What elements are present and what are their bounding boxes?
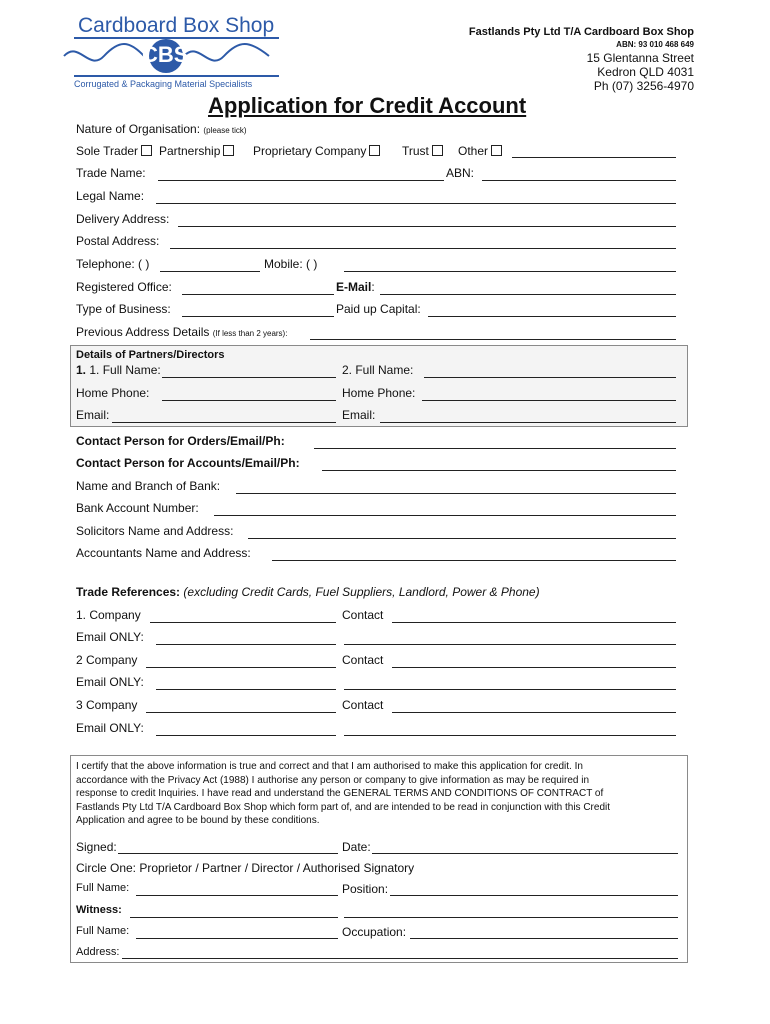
company-name: Fastlands Pty Ltd T/A Cardboard Box Shop <box>468 26 694 38</box>
date-label: Date: <box>342 840 371 854</box>
email-label: E-Mail: <box>336 280 375 294</box>
option-sole-trader-label: Sole Trader <box>76 144 139 158</box>
declaration-line: Application and agree to be bound by these conditions. <box>76 815 320 826</box>
telephone-label: Telephone: ( ) <box>76 257 150 271</box>
ref-2-company-field[interactable] <box>146 667 336 668</box>
partner-2-name-label <box>342 363 413 377</box>
company-abn: ABN: 93 010 468 649 <box>616 40 694 49</box>
previous-address-field[interactable] <box>310 339 676 340</box>
ref-1-email-field[interactable] <box>156 644 336 645</box>
ref-3-company-label: 3 Company <box>76 698 138 712</box>
position-label: Position: <box>342 882 389 896</box>
page-title: Application for Credit Account <box>208 93 527 118</box>
partnership-checkbox[interactable] <box>223 145 234 156</box>
legal-name-label: Legal Name: <box>76 189 145 203</box>
previous-address-label-text: Previous Address Details <box>76 325 210 339</box>
logo-tagline: Corrugated & Packaging Material Specialists <box>74 79 253 89</box>
ref-1-contact-field[interactable] <box>392 622 676 623</box>
ref-1-email-field-2[interactable] <box>344 644 676 645</box>
paid-up-capital-label: Paid up Capital: <box>336 302 421 316</box>
partner-1-email-label: Email: <box>76 408 110 422</box>
occupation-label: Occupation: <box>342 925 407 939</box>
type-of-business-field[interactable] <box>182 316 334 317</box>
signed-field[interactable] <box>118 853 338 854</box>
partner-1-name-text: 1. Full Name: <box>89 363 161 377</box>
abn-label: ABN: <box>446 166 475 180</box>
circle-one-label: Circle One: Proprietor / Partner / Director / Authorised Signatory <box>76 861 415 875</box>
ref-3-contact-label: Contact <box>342 698 384 712</box>
option-other[interactable] <box>458 144 502 158</box>
partner-1-home-phone-label: Home Phone: <box>76 386 150 400</box>
accountants-field[interactable] <box>272 560 676 561</box>
postal-address-field[interactable] <box>170 248 676 249</box>
company-street: 15 Glentanna Street <box>586 51 694 65</box>
trade-name-label: Trade Name: <box>76 166 146 180</box>
company-suburb: Kedron QLD 4031 <box>597 65 694 79</box>
bank-branch-field[interactable] <box>236 493 676 494</box>
mobile-field[interactable] <box>344 271 676 272</box>
registered-office-field[interactable] <box>182 294 334 295</box>
delivery-address-field[interactable] <box>178 226 676 227</box>
bank-account-label: Bank Account Number: <box>76 501 199 515</box>
ref-2-email-field-2[interactable] <box>344 689 676 690</box>
witness-full-name-field[interactable] <box>136 938 338 939</box>
signatory-full-name-field[interactable] <box>136 895 338 896</box>
partner-2-email-label: Email: <box>342 408 376 422</box>
other-checkbox[interactable] <box>491 145 502 156</box>
bank-branch-label: Name and Branch of Bank: <box>76 479 221 493</box>
mobile-label: Mobile: ( ) <box>264 257 318 271</box>
ref-1-company-label: 1. Company <box>76 608 141 622</box>
partners-heading: Details of Partners/Directors <box>76 349 225 361</box>
option-proprietary-company[interactable] <box>253 144 380 158</box>
email-label-text: E-Mail <box>336 280 372 294</box>
partner-2-name-field[interactable] <box>424 377 676 378</box>
paid-up-capital-field[interactable] <box>428 316 676 317</box>
trade-references-title: Trade References: <box>76 585 181 599</box>
trade-name-field[interactable] <box>158 180 444 181</box>
partner-2-name-text: 2. Full Name: <box>342 363 414 377</box>
trust-checkbox[interactable] <box>432 145 443 156</box>
partner-2-home-phone-field[interactable] <box>422 400 676 401</box>
ref-3-contact-field[interactable] <box>392 712 676 713</box>
email-field[interactable] <box>380 294 676 295</box>
other-field[interactable] <box>512 157 676 158</box>
ref-3-email-field[interactable] <box>156 735 336 736</box>
accountants-label: Accountants Name and Address: <box>76 546 251 560</box>
ref-2-company-label: 2 Company <box>76 653 138 667</box>
partner-2-email-field[interactable] <box>380 422 676 423</box>
contact-orders-field[interactable] <box>314 448 676 449</box>
ref-2-contact-field[interactable] <box>392 667 676 668</box>
occupation-field[interactable] <box>410 938 678 939</box>
ref-3-email-label: Email ONLY: <box>76 721 144 735</box>
trade-references-heading <box>76 585 540 599</box>
option-other-label: Other <box>458 144 489 158</box>
declaration-text <box>76 760 682 828</box>
nature-label-text: Nature of Organisation: <box>76 122 201 136</box>
logo-initials: CBS <box>142 42 189 67</box>
declaration-line: I certify that the above information is true and correct and that I am authorised to make this application for credit. In <box>76 761 583 772</box>
ref-3-company-field[interactable] <box>146 712 336 713</box>
witness-address-field[interactable] <box>122 958 678 959</box>
witness-field-2[interactable] <box>344 917 678 918</box>
previous-address-label <box>76 325 287 339</box>
date-field[interactable] <box>372 853 678 854</box>
ref-3-email-field-2[interactable] <box>344 735 676 736</box>
partner-1-name-label: 1. 1. Full Name: <box>76 363 161 377</box>
declaration-line: Fastlands Pty Ltd T/A Cardboard Box Shop which form part of, and are intended to be read in conjunction with this Credit <box>76 801 611 813</box>
postal-address-label: Postal Address: <box>76 234 160 248</box>
nature-note: (please tick) <box>203 126 247 135</box>
proprietary-company-checkbox[interactable] <box>369 145 380 156</box>
partner-2-home-phone-label: Home Phone: <box>342 386 416 400</box>
contact-orders-label: Contact Person for Orders/Email/Ph: <box>76 434 285 448</box>
option-trust-label: Trust <box>402 144 429 158</box>
registered-office-label: Registered Office: <box>76 280 172 294</box>
logo-brand: Cardboard Box Shop <box>78 14 275 37</box>
witness-field[interactable] <box>130 917 338 918</box>
partner-1-home-phone-field[interactable] <box>162 400 336 401</box>
ref-2-contact-label: Contact <box>342 653 384 667</box>
previous-address-note: (If less than 2 years): <box>212 329 288 338</box>
declaration-line: accordance with the Privacy Act (1988) I authorise any person or company to give information as may be required in <box>76 774 590 786</box>
witness-full-name-label: Full Name: <box>76 925 130 937</box>
partner-1-email-field[interactable] <box>112 422 336 423</box>
witness-address-label: Address: <box>76 946 120 958</box>
bank-account-field[interactable] <box>214 515 676 516</box>
ref-2-email-field[interactable] <box>156 689 336 690</box>
option-sole-trader[interactable] <box>76 144 152 158</box>
solicitors-label: Solicitors Name and Address: <box>76 524 234 538</box>
solicitors-field[interactable] <box>248 538 676 539</box>
company-phone: Ph (07) 3256-4970 <box>593 79 694 93</box>
type-of-business-label: Type of Business: <box>76 302 171 316</box>
witness-label: Witness: <box>76 904 122 916</box>
partner-1-name-field[interactable] <box>162 377 336 378</box>
ref-2-email-label: Email ONLY: <box>76 675 144 689</box>
contact-accounts-label: Contact Person for Accounts/Email/Ph: <box>76 456 300 470</box>
contact-accounts-field[interactable] <box>322 470 676 471</box>
declaration-line: response to credit Inquiries. I have read and understand the GENERAL TERMS AND CONDITIONS OF CONTRACT of <box>76 788 604 799</box>
abn-field[interactable] <box>482 180 676 181</box>
ref-1-contact-label: Contact <box>342 608 384 622</box>
position-field[interactable] <box>390 895 678 896</box>
trade-references-note: (excluding Credit Cards, Fuel Suppliers, Landlord, Power & Phone) <box>183 585 540 599</box>
nature-label <box>76 122 247 136</box>
option-partnership-label: Partnership <box>159 144 221 158</box>
option-trust[interactable] <box>402 144 443 158</box>
signed-label: Signed: <box>76 840 117 854</box>
logo <box>34 12 284 96</box>
sole-trader-checkbox[interactable] <box>141 145 152 156</box>
ref-1-email-label: Email ONLY: <box>76 630 144 644</box>
option-partnership[interactable] <box>159 144 234 158</box>
signatory-full-name-label: Full Name: <box>76 882 130 894</box>
legal-name-field[interactable] <box>156 203 676 204</box>
ref-1-company-field[interactable] <box>150 622 336 623</box>
option-proprietary-company-label: Proprietary Company <box>253 144 367 158</box>
delivery-address-label: Delivery Address: <box>76 212 170 226</box>
telephone-field[interactable] <box>160 271 260 272</box>
